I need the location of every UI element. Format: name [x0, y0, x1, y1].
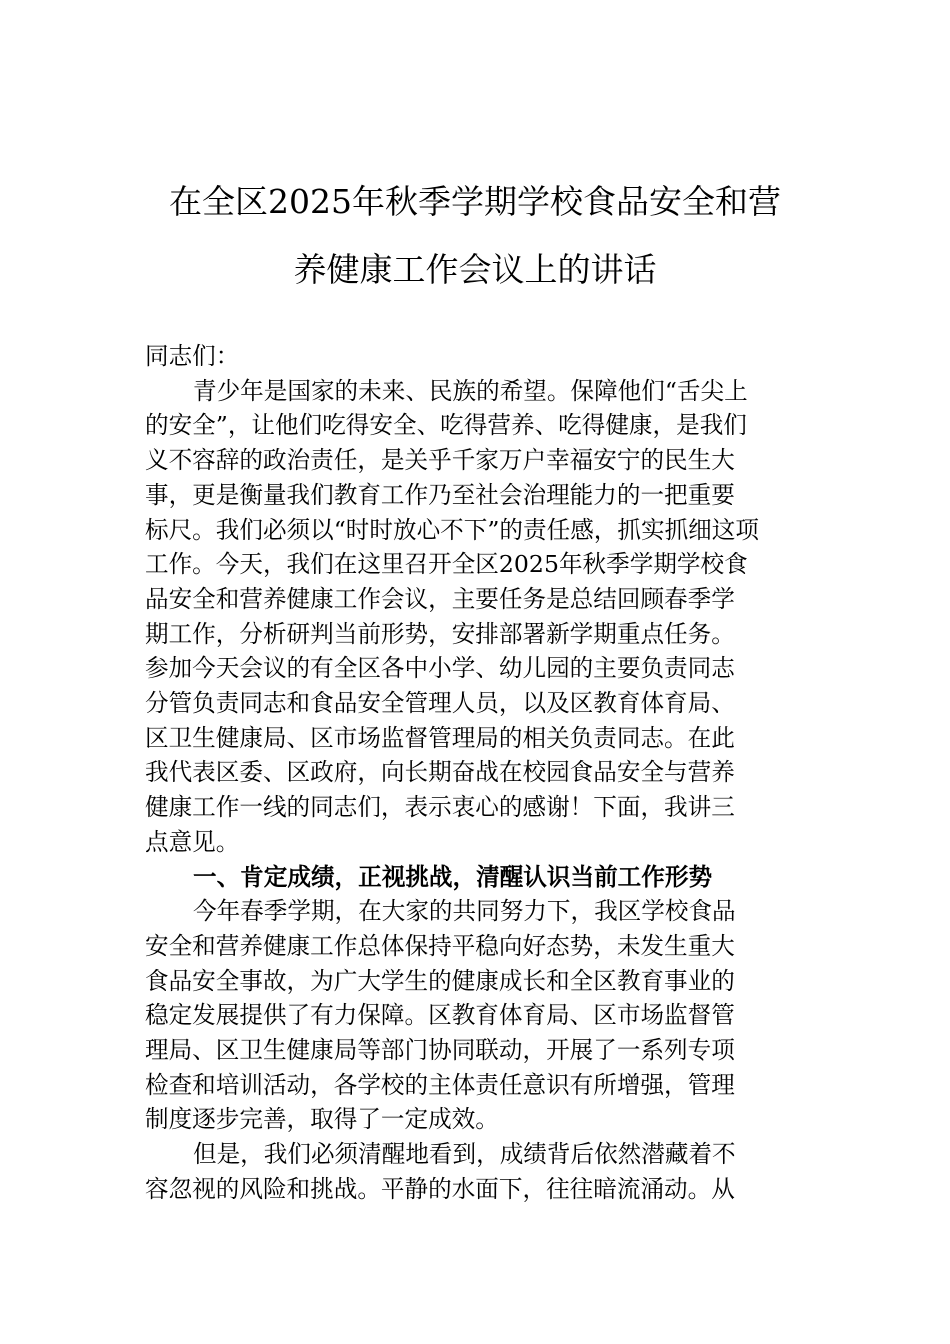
challenges-paragraph [145, 1137, 810, 1206]
section-heading-1: 一、肯定成绩，正视挑战，清醒认识当前工作形势 [193, 862, 713, 891]
document-title-line-1: 在全区2025年秋季学期学校食品安全和营 [169, 182, 781, 221]
text-line: 事，更是衡量我们教育工作乃至社会治理能力的一把重要 [145, 480, 735, 509]
achievements-paragraph [145, 894, 810, 1137]
document-title-line-2: 养健康工作会议上的讲话 [293, 250, 657, 289]
document-body [145, 374, 810, 1207]
text-line: 分管负责同志和食品安全管理人员，以及区教育体育局、 [145, 689, 735, 718]
text-line: 但是，我们必须清醒地看到，成绩背后依然潜藏着不 [193, 1140, 736, 1169]
text-line: 工作。今天，我们在这里召开全区2025年秋季学期学校食 [145, 550, 748, 579]
text-line: 期工作，分析研判当前形势，安排部署新学期重点任务。 [145, 619, 735, 648]
text-line: 的安全”，让他们吃得安全、吃得营养、吃得健康，是我们 [145, 411, 747, 440]
text-line: 食品安全事故，为广大学生的健康成长和全区教育事业的 [145, 966, 735, 995]
salutation: 同志们： [145, 342, 240, 370]
text-line: 义不容辞的政治责任，是关乎千家万户幸福安宁的民生大 [145, 446, 735, 475]
text-line: 标尺。我们必须以“时时放心不下”的责任感，抓实抓细这项 [145, 515, 759, 544]
text-line: 参加今天会议的有全区各中小学、幼儿园的主要负责同志 [145, 654, 735, 683]
text-line: 点意见。 [145, 827, 240, 856]
text-line: 健康工作一线的同志们，表示衷心的感谢！下面，我讲三 [145, 793, 735, 822]
text-line: 稳定发展提供了有力保障。区教育体育局、区市场监督管 [145, 1001, 735, 1030]
text-line: 检查和培训活动，各学校的主体责任意识有所增强，管理 [145, 1070, 735, 1099]
text-line: 容忽视的风险和挑战。平静的水面下，往往暗流涌动。从 [145, 1174, 735, 1203]
text-line: 青少年是国家的未来、民族的希望。保障他们“舌尖上 [193, 376, 748, 405]
text-line: 理局、区卫生健康局等部门协同联动，开展了一系列专项 [145, 1036, 735, 1065]
text-line: 制度逐步完善，取得了一定成效。 [145, 1105, 499, 1134]
intro-paragraph [145, 374, 810, 860]
text-line: 区卫生健康局、区市场监督管理局的相关负责同志。在此 [145, 723, 735, 752]
text-line: 今年春季学期，在大家的共同努力下，我区学校食品 [193, 897, 736, 926]
text-line: 品安全和营养健康工作会议，主要任务是总结回顾春季学 [145, 584, 735, 613]
text-line: 安全和营养健康工作总体保持平稳向好态势，未发生重大 [145, 931, 735, 960]
text-line: 我代表区委、区政府，向长期奋战在校园食品安全与营养 [145, 758, 735, 787]
